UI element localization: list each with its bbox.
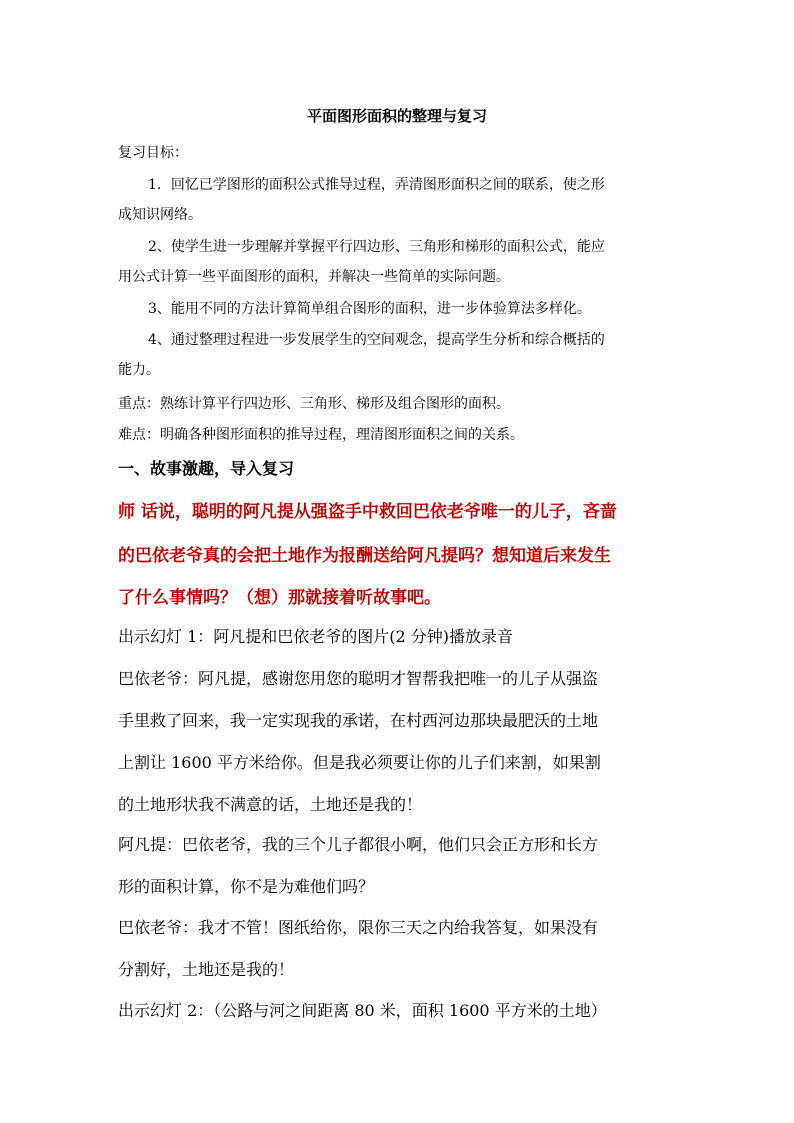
goal-4-line-1: 4、通过整理过程进一步发展学生的空间观念，提高学生分析和综合概括的 — [148, 332, 605, 348]
teacher-line-1: 师 话说，聪明的阿凡提从强盗手中救回巴依老爷唯一的儿子，吝啬 — [118, 502, 617, 522]
slide-1-note: 出示幻灯 1：阿凡提和巴依老爷的图片(2 分钟)播放录音 — [118, 627, 514, 646]
goals-heading: 复习目标： — [118, 145, 188, 161]
key-point: 重点：熟练计算平行四边形、三角形、梯形及组合图形的面积。 — [118, 396, 510, 412]
afanti-speech-line-2: 形的面积计算，你不是为难他们吗？ — [118, 877, 375, 896]
bayi-speech-1-line-2: 手里救了回来，我一定实现我的承诺，在村西河边那块最肥沃的土地 — [118, 711, 599, 730]
goal-2-line-1: 2、使学生进一步理解并掌握平行四边形、三角形和梯形的面积公式，能应 — [148, 239, 605, 255]
goal-1-line-1: 1．回忆已学图形的面积公式推导过程，弄清图形面积之间的联系，使之形 — [148, 177, 605, 193]
bayi-speech-2-line-2: 分割好，土地还是我的！ — [118, 960, 295, 979]
bayi-speech-2-line-1: 巴依老爷：我才不管！图纸给你，限你三天之内给我答复，如果没有 — [118, 918, 599, 937]
afanti-speech-line-1: 阿凡提：巴依老爷，我的三个儿子都很小啊，他们只会正方形和长方 — [118, 835, 599, 854]
goal-4-line-2: 能力。 — [118, 362, 160, 378]
bayi-speech-1-line-4: 的土地形状我不满意的话，土地还是我的！ — [118, 795, 423, 814]
difficulty-point: 难点：明确各种图形面积的推导过程，理清图形面积之间的关系。 — [118, 427, 524, 443]
goal-2-line-2: 用公式计算一些平面图形的面积，并解决一些简单的实际问题。 — [118, 269, 510, 285]
teacher-line-2: 的巴依老爷真的会把土地作为报酬送给阿凡提吗？想知道后来发生 — [118, 546, 611, 566]
teacher-line-3: 了什么事情吗？（想）那就接着听故事吧。 — [118, 588, 441, 608]
goal-1-line-2: 成知识网络。 — [118, 207, 202, 223]
slide-2-note: 出示幻灯 2：（公路与河之间距离 80 米，面积 1600 平方米的土地） — [118, 1001, 607, 1020]
bayi-speech-1-line-3: 上割让 1600 平方米给你。但是我必须要让你的儿子们来割，如果割 — [118, 753, 601, 772]
section-1-heading: 一、故事激趣，导入复习 — [118, 459, 295, 478]
goal-3-line-1: 3、能用不同的方法计算简单组合图形的面积，进一步体验算法多样化。 — [148, 301, 591, 317]
bayi-speech-1-line-1: 巴依老爷：阿凡提，感谢您用您的聪明才智帮我把唯一的儿子从强盗 — [118, 669, 599, 688]
document-title: 平面图形面积的整理与复习 — [306, 107, 487, 125]
